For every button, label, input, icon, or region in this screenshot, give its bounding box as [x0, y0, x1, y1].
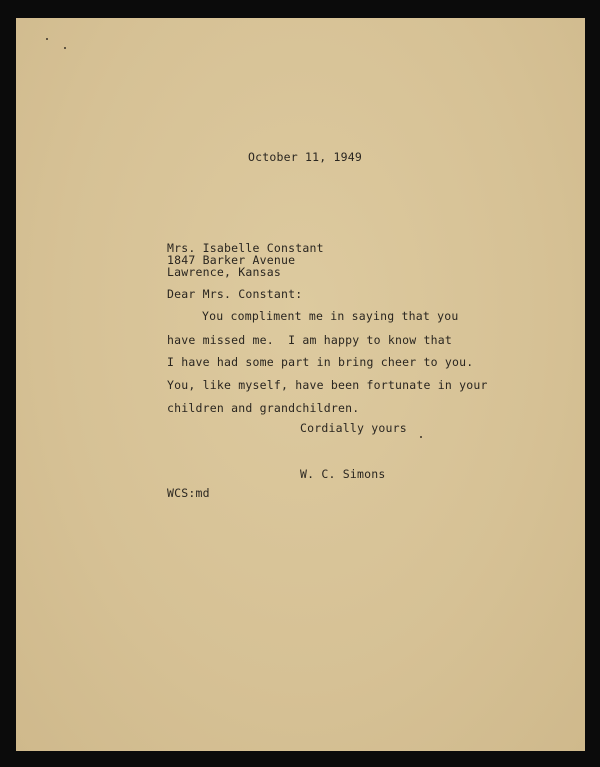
body-line: I have had some part in bring cheer to you.: [167, 355, 474, 369]
letter-page: [16, 18, 585, 751]
paper-mark: [46, 38, 48, 40]
paper-mark: [64, 47, 66, 49]
body-line: You compliment me in saying that you: [202, 309, 459, 323]
recipient-street: 1847 Barker Avenue: [167, 253, 296, 267]
signature-name: W. C. Simons: [300, 467, 386, 481]
body-line: have missed me. I am happy to know that: [167, 333, 452, 347]
body-line: You, like myself, have been fortunate in your: [167, 378, 488, 392]
typist-initials: WCS:md: [167, 486, 210, 500]
body-line: children and grandchildren.: [167, 401, 360, 415]
salutation: Dear Mrs. Constant:: [167, 287, 303, 301]
paper-mark: [420, 436, 422, 438]
recipient-city: Lawrence, Kansas: [167, 265, 281, 279]
closing: Cordially yours: [300, 421, 407, 435]
recipient-name: Mrs. Isabelle Constant: [167, 241, 324, 255]
letter-date: October 11, 1949: [248, 150, 362, 164]
